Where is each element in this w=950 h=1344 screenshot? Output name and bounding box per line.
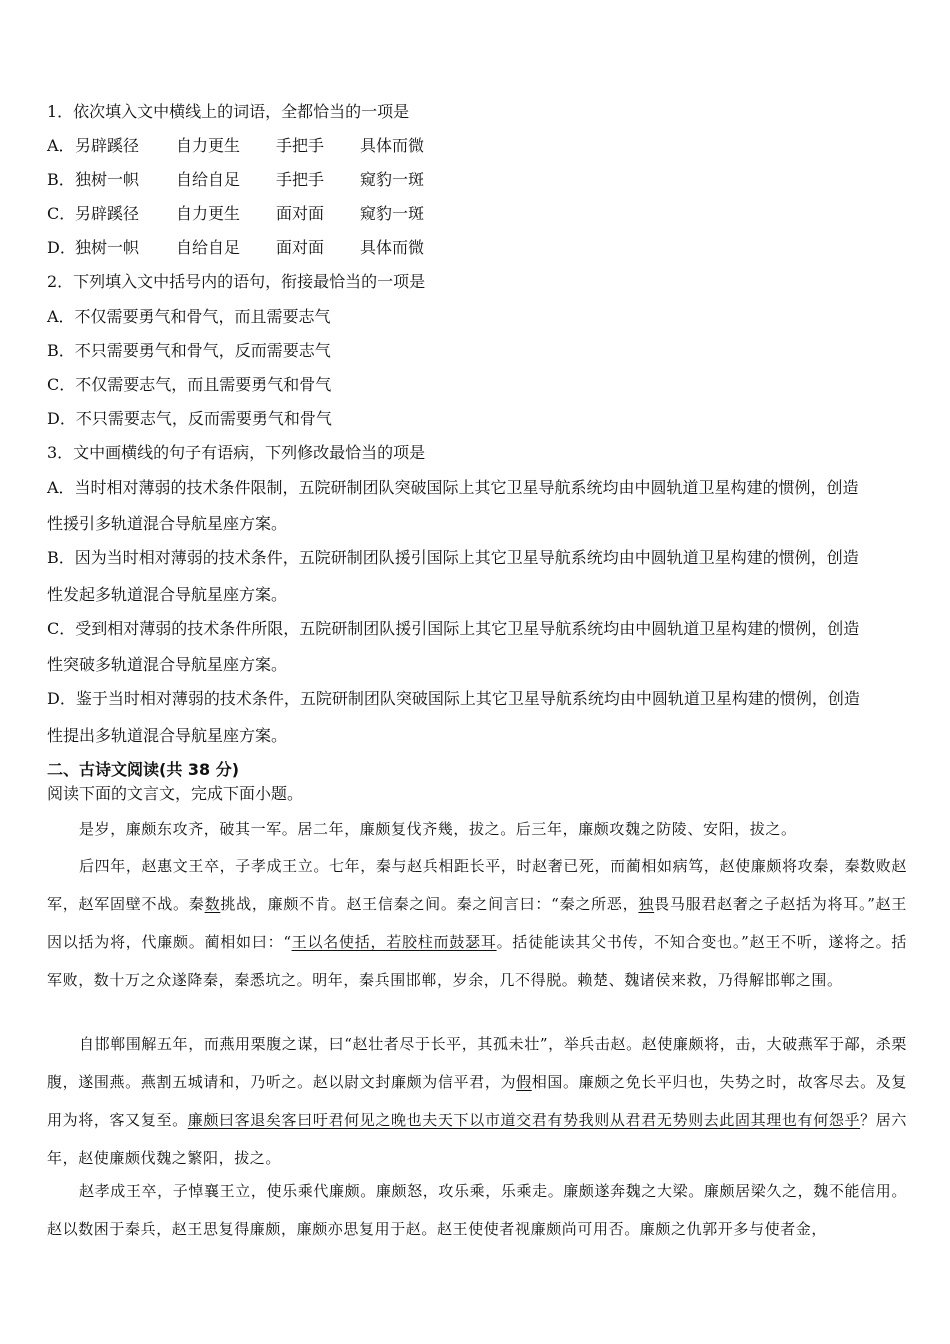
option-label: C． (47, 204, 76, 223)
option-word: 自给自足 (176, 238, 241, 257)
q3-option-d[interactable]: D．鉴于当时相对薄弱的技术条件，五院研制团队突破国际上其它卫星导航系统均由中圆轨道卫星构建的惯例，创造 (47, 689, 860, 708)
passage-text: 。括徒能读其父书传，不知合变也。”赵王不听，遂将之。括军败，数十万之众遂降秦，秦悉坑之。明年，秦兵围邯郸，岁余，几不得脱。赖楚、魏诸侯来救，乃得解邯郸之围。 (47, 933, 907, 989)
option-word: 面对面 (276, 238, 325, 257)
passage-paragraph-2 (47, 847, 907, 999)
q3-option-c-cont[interactable]: 性突破多轨道混合导航星座方案。 (47, 655, 288, 674)
passage-text: 后四年，赵惠文王卒，子孝成王立。七年，秦与赵兵相距长平，时赵奢已死，而蔺相如病笃，赵使廉颇将攻秦，秦数败赵军，赵军固壁不战。秦 (47, 857, 907, 913)
option-label: D． (47, 238, 76, 257)
option-word: 自力更生 (176, 204, 241, 223)
passage-text: 赵孝成王卒，子悼襄王立，使乐乘代廉颇。廉颇怒，攻乐乘，乐乘走。廉颇遂奔魏之大梁。廉颇居梁久之，魏不能信用。赵以数困于秦兵，赵王思复得廉颇，廉颇亦思复用于赵。赵王使使者视廉颇尚可用否。廉颇之仇郭开多与使者金， (47, 1182, 907, 1238)
option-word: 手把手 (276, 170, 325, 189)
option-word: 独树一帜 (75, 238, 140, 257)
q3-option-a-cont[interactable]: 性援引多轨道混合导航星座方案。 (47, 514, 288, 533)
underlined-word: 假 (516, 1073, 532, 1091)
passage-paragraph-4 (47, 1172, 907, 1248)
passage-paragraph-3 (47, 1025, 907, 1177)
q3-stem: 3．文中画横线的句子有语病，下列修改最恰当的项是 (47, 443, 426, 462)
q2-stem: 2．下列填入文中括号内的语句，衔接最恰当的一项是 (47, 272, 426, 291)
passage-text: 相国。廉颇之免长平归也，失势之时，故客尽去。及复用为将，客又复至。 (47, 1073, 907, 1129)
section-heading: 二、古诗文阅读(共 38 分) (47, 760, 240, 779)
section-instruction: 阅读下面的文言文，完成下面小题。 (47, 784, 304, 803)
option-word: 自力更生 (176, 136, 241, 155)
passage-text: 挑战，廉颇不肯。赵王信秦之间。秦之间言曰：“秦之所恶， (220, 895, 639, 913)
q3-option-a[interactable]: A．当时相对薄弱的技术条件限制，五院研制团队突破国际上其它卫星导航系统均由中圆轨道卫星构建的惯例，创造 (47, 478, 859, 497)
passage-text: ？居六年，赵使廉颇伐魏之繁阳，拔之。 (47, 1111, 907, 1167)
q2-option-b[interactable]: B．不只需要勇气和骨气，反而需要志气 (47, 341, 331, 360)
q2-option-d[interactable]: D．不只需要志气，反而需要勇气和骨气 (47, 409, 332, 428)
q1-option-a[interactable] (47, 136, 424, 156)
q1-stem: 1．依次填入文中横线上的词语，全都恰当的一项是 (47, 102, 410, 121)
passage-paragraph-1 (47, 810, 907, 848)
option-word: 独树一帜 (75, 170, 140, 189)
passage-text: 自邯郸围解五年，而燕用栗腹之谋，曰“赵壮者尽于长平，其孤未壮”，举兵击赵。赵使廉颇将，击，大破燕军于鄗，杀栗腹，遂围燕。燕割五城请和，乃听之。赵以尉文封廉颇为信平君，为 (47, 1035, 907, 1091)
unpunctuated-sentence: 廉颇曰客退矣客曰吁君何见之晚也夫天下以市道交君有势我则从君君无势则去此固其理也有何怨乎 (187, 1111, 861, 1129)
option-word: 具体而微 (360, 136, 425, 155)
q3-option-d-cont[interactable]: 性提出多轨道混合导航星座方案。 (47, 726, 288, 745)
q1-option-d[interactable] (47, 238, 424, 258)
option-word: 自给自足 (176, 170, 241, 189)
underlined-word: 数 (204, 895, 221, 913)
option-word: 窥豹一斑 (360, 204, 425, 223)
q3-option-b-cont[interactable]: 性发起多轨道混合导航星座方案。 (47, 585, 288, 604)
q2-option-a[interactable]: A．不仅需要勇气和骨气，而且需要志气 (47, 307, 331, 326)
option-word: 另辟蹊径 (75, 204, 140, 223)
option-word: 具体而微 (360, 238, 425, 257)
passage-text: 畏马服君赵奢之子赵括为将耳。”赵王因以括为将，代廉颇。蔺相如曰：“ (47, 895, 908, 951)
option-word: 面对面 (276, 204, 325, 223)
q2-option-c[interactable]: C．不仅需要志气，而且需要勇气和骨气 (47, 375, 332, 394)
option-label: B． (47, 170, 75, 189)
passage-text: 是岁，廉颇东攻齐，破其一军。居二年，廉颇复伐齐幾，拔之。后三年，廉颇攻魏之防陵、安阳，拔之。 (79, 820, 797, 838)
option-word: 手把手 (276, 136, 325, 155)
option-word: 另辟蹊径 (75, 136, 140, 155)
option-word: 窥豹一斑 (360, 170, 425, 189)
q3-option-b[interactable]: B．因为当时相对薄弱的技术条件，五院研制团队援引国际上其它卫星导航系统均由中圆轨道卫星构建的惯例，创造 (47, 548, 859, 567)
q1-option-c[interactable] (47, 204, 424, 224)
q1-option-b[interactable] (47, 170, 424, 190)
option-label: A． (47, 136, 75, 155)
underlined-sentence: 王以名使括，若胶柱而鼓瑟耳 (291, 933, 497, 951)
q3-option-c[interactable]: C．受到相对薄弱的技术条件所限，五院研制团队援引国际上其它卫星导航系统均由中圆轨道卫星构建的惯例，创造 (47, 619, 860, 638)
underlined-word: 独 (638, 895, 655, 913)
